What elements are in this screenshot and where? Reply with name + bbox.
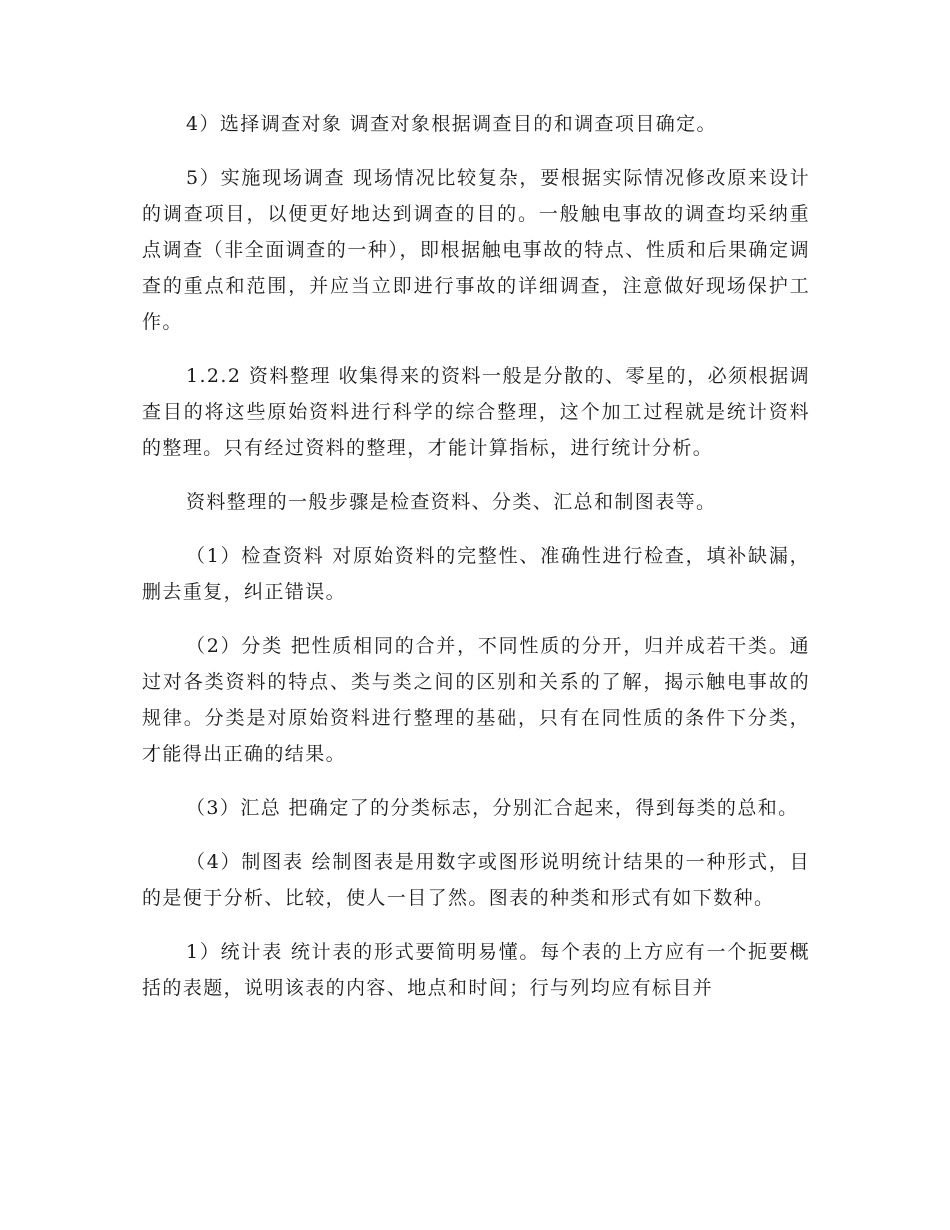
paragraph-field-investigation: 5）实施现场调查 现场情况比较复杂，要根据实际情况修改原来设计的调查项目，以便更好地达到调查的目的。一般触电事故的调查均采纳重点调查（非全面调查的一种），即根据触电事故的特点、性质和后果确定调查的重点和范围，并应当立即进行事故的详细调查，注意做好现场保护工作。	[142, 167, 810, 333]
paragraph-select-subject: 4）选择调查对象 调查对象根据调查目的和调查项目确定。	[186, 113, 717, 135]
paragraph-charts: （4）制图表 绘制图表是用数字或图形说明统计结果的一种形式，目的是便于分析、比较，使人一目了然。图表的种类和形式有如下数种。	[142, 851, 810, 909]
paragraph-statistics-table: 1）统计表 统计表的形式要简明易懂。每个表的上方应有一个扼要概括的表题，说明该表的内容、地点和时间；行与列均应有标目并	[142, 941, 810, 999]
paragraph-summarize: （3）汇总 把确定了的分类标志，分别汇合起来，得到每类的总和。	[186, 797, 799, 819]
paragraph-check-data: （1）检查资料 对原始资料的完整性、准确性进行检查，填补缺漏，删去重复，纠正错误。	[142, 545, 810, 603]
paragraph-data-organization: 1.2.2 资料整理 收集得来的资料一般是分散的、零星的，必须根据调查目的将这些原始资料进行科学的综合整理，这个加工过程就是统计资料的整理。只有经过资料的整理，才能计算指标，进行统计分析。	[142, 365, 810, 459]
paragraph-organization-steps: 资料整理的一般步骤是检查资料、分类、汇总和制图表等。	[186, 491, 717, 513]
document-body	[142, 106, 810, 1024]
paragraph-classify: （2）分类 把性质相同的合并，不同性质的分开，归并成若干类。通过对各类资料的特点、类与类之间的区别和关系的了解，揭示触电事故的规律。分类是对原始资料进行整理的基础，只有在同性质的条件下分类，才能得出正确的结果。	[142, 635, 810, 765]
